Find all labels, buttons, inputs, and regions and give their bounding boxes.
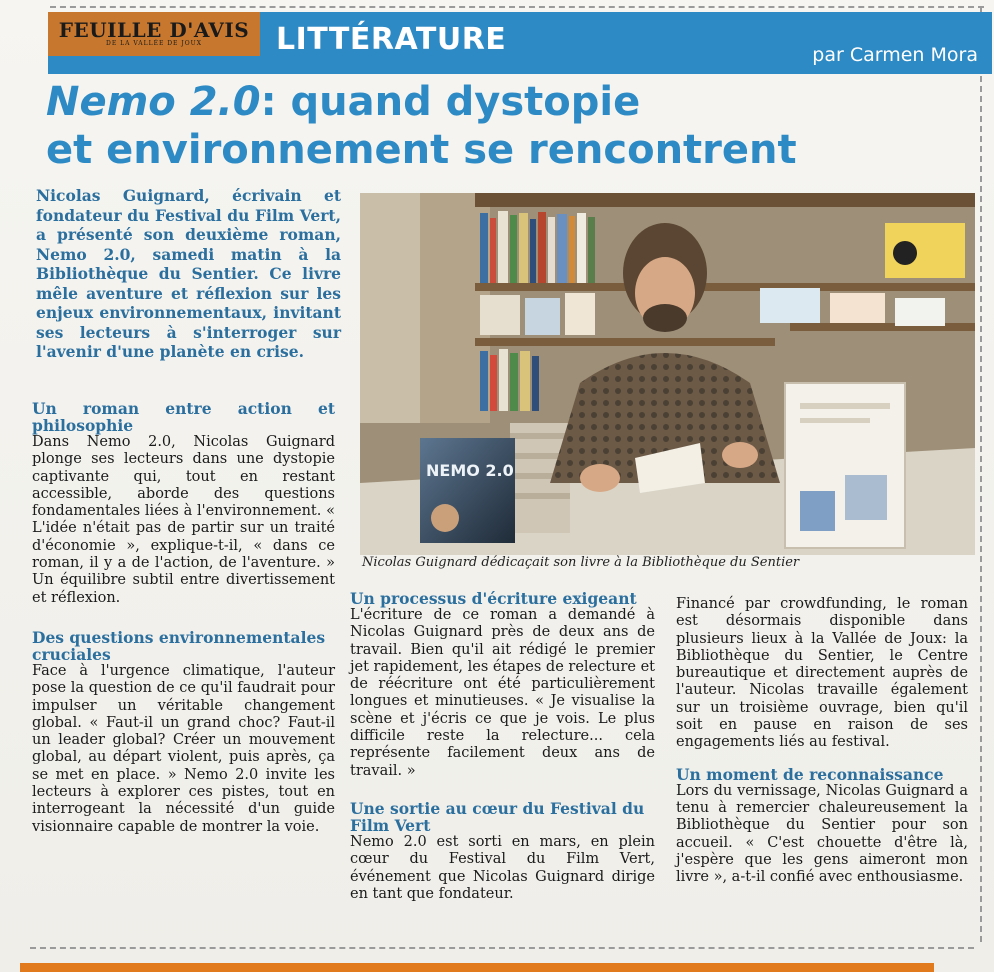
col2-paragraph-1: L'écriture de ce roman a demandé à Nicolas Guignard près de deux ans de travail. Bien qu'il ait rédigé le premier jet rapidement, les étapes de relecture et de réécriture ont été particulièrement longues et minutieuses. « Je visualise la scène et j'écris ce que je vois. Le plus difficile reste la relecture... cela représente facilement deux ans de travail. » xyxy=(350,607,655,779)
col2-subhead-2: Une sortie au cœur du Festival du Film Vert xyxy=(350,798,645,835)
col2-paragraph-2: Nemo 2.0 est sorti en mars, en plein cœur du Festival du Film Vert, événement que Nicolas Guignard dirige en tant que fondateur. xyxy=(350,833,655,902)
column-2 xyxy=(350,590,655,903)
column-3 xyxy=(676,596,968,886)
col3-paragraph-1: Financé par crowdfunding, le roman est désormais disponible dans plusieurs lieux à la Vallée de Joux: la Bibliothèque du Sentier, le Centre bureautique et directement auprès de l'auteur. Nicolas travaille également sur un troisième ouvrage, bien qu'il soit en pause en raison de ses engagements liés au festival. xyxy=(676,596,968,751)
next-article-strip xyxy=(20,963,934,972)
photo-illustration xyxy=(360,193,975,555)
article-photo xyxy=(360,193,975,555)
col3-paragraph-2: Lors du vernissage, Nicolas Guignard a tenu à remercier chaleureusement la Bibliothèque du Sentier pour son accueil. « C'est chouette d'être là, j'espère que les gens aimeront mon livre », a-t-il confié avec enthousiasme. xyxy=(676,782,968,886)
cut-line-top xyxy=(50,6,984,8)
headline-book-title: Nemo 2.0 xyxy=(46,79,261,125)
newspaper-logo xyxy=(48,12,260,56)
logo-title: FEUILLE D'AVIS xyxy=(58,18,250,42)
book-cover-title: NEMO 2.0 xyxy=(426,461,514,480)
col1-paragraph-1: Dans Nemo 2.0, Nicolas Guignard plonge ses lecteurs dans une dystopie captivante qui, tout en restant accessible, aborde des questions fondamentales liées à l'environnement. « L'idée n'était pas de partir sur un traité d'économie », explique-t-il, « dans ce roman, il y a de l'action, de l'aventure. » Un équilibre subtil entre divertissement et réflexion. xyxy=(32,434,335,606)
headline-line2: et environnement se rencontrent xyxy=(46,127,797,173)
cut-line-bottom xyxy=(30,947,974,949)
headline-part2: : quand dystopie xyxy=(260,79,641,125)
col3-subhead-1: Un moment de reconnaissance xyxy=(676,764,944,784)
column-1 xyxy=(32,400,335,836)
col2-subhead-1: Un processus d'écriture exigeant xyxy=(350,589,637,608)
cut-line-right xyxy=(980,6,982,942)
section-title: LITTÉRATURE xyxy=(276,22,507,57)
col1-subhead-1: Un roman entre action et philosophie xyxy=(32,399,335,435)
article-lead: Nicolas Guignard, écrivain et fondateur du Festival du Film Vert, a présenté son deuxième roman, Nemo 2.0, samedi matin à la Bibliothèque du Sentier. Ce livre mêle aventure et réflexion sur les enjeux environnementaux, invitant ses lecteurs à s'interroger sur l'avenir d'une planète en crise. xyxy=(36,186,341,361)
photo-caption: Nicolas Guignard dédicaçait son livre à la Bibliothèque du Sentier xyxy=(362,555,800,570)
author-byline: par Carmen Mora xyxy=(812,44,978,66)
col1-paragraph-2: Face à l'urgence climatique, l'auteur pose la question de ce qu'il faudrait pour impulser un véritable changement global. « Faut-il un grand choc? Faut-il un leader global? Créer un mouvement global, au départ violent, puis après, ça se met en place. » Nemo 2.0 invite les lecteurs à explorer ces pistes, tout en interrogeant la nécessité d'un guide visionnaire capable de montrer la voie. xyxy=(32,662,335,835)
logo-subtitle: DE LA VALLÉE DE JOUX xyxy=(106,40,202,47)
article-headline xyxy=(46,78,846,174)
col1-subhead-2: Des questions environnementales cruciales xyxy=(32,627,326,664)
